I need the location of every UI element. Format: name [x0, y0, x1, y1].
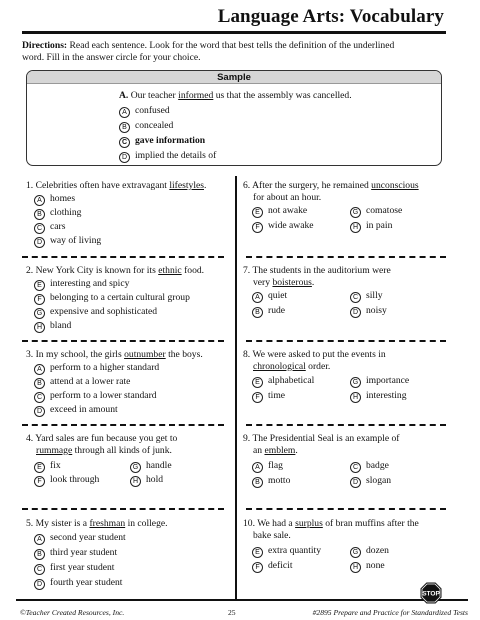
- answer-circle[interactable]: G: [130, 462, 141, 473]
- underlined-word: boisterous: [272, 277, 312, 288]
- answer-circle[interactable]: F: [34, 476, 45, 487]
- option-text: exceed in amount: [50, 404, 118, 415]
- answer-circle[interactable]: F: [34, 294, 45, 305]
- q8-option-g[interactable]: [350, 375, 409, 388]
- sample-text-post: us that the assembly was cancelled.: [215, 90, 352, 101]
- answer-circle[interactable]: C: [350, 462, 361, 473]
- directions-line1: Read each sentence. Look for the word that best tells the definition of the underlined: [69, 40, 395, 51]
- underlined-word: rummage: [36, 445, 73, 456]
- footer-page-number: 25: [228, 608, 236, 617]
- directions-line2: word. Fill in the answer circle for your choice.: [22, 52, 201, 63]
- question-text: food.: [184, 265, 205, 276]
- option-text: bland: [50, 320, 72, 331]
- answer-circle-filled[interactable]: C: [119, 137, 130, 148]
- question-text: an: [253, 445, 263, 456]
- option-text: fourth year student: [50, 577, 123, 588]
- question-5: [26, 518, 168, 530]
- question-number: 5.: [26, 518, 34, 529]
- question-text: through all kinds of junk.: [74, 445, 172, 456]
- option-text: third year student: [50, 547, 118, 558]
- question-number: 8.: [243, 349, 251, 360]
- option-text: way of living: [50, 235, 102, 246]
- sample-number: A.: [119, 90, 129, 101]
- q7-option-d[interactable]: [350, 305, 387, 318]
- answer-circle[interactable]: D: [350, 307, 361, 318]
- answer-circle[interactable]: H: [350, 562, 361, 573]
- answer-circle[interactable]: H: [130, 476, 141, 487]
- sample-question: [119, 90, 352, 101]
- q9-option-d[interactable]: [350, 475, 391, 488]
- sample-box: [26, 70, 442, 166]
- option-text: implied the details of: [135, 150, 217, 161]
- question-number: 4.: [26, 433, 34, 444]
- q6-option-e[interactable]: [252, 205, 307, 218]
- directions-label: Directions:: [22, 40, 68, 51]
- question-text: We were asked to put the events in: [252, 349, 386, 360]
- q9-option-b[interactable]: [252, 475, 290, 488]
- question-text: My sister is a: [35, 518, 88, 529]
- answer-circle[interactable]: A: [252, 292, 263, 303]
- q6-option-g[interactable]: [350, 205, 402, 218]
- question-text: Celebrities often have extravagant: [35, 180, 167, 191]
- question-number: 3.: [26, 349, 34, 360]
- row-divider: [246, 508, 446, 510]
- q2-option-f[interactable]: [34, 292, 190, 305]
- answer-circle[interactable]: H: [34, 322, 45, 333]
- option-text: noisy: [366, 305, 387, 316]
- answer-circle[interactable]: C: [34, 392, 45, 403]
- answer-circle[interactable]: G: [350, 207, 361, 218]
- option-text: rude: [268, 305, 286, 316]
- option-text: quiet: [268, 290, 288, 301]
- underlined-word: chronological: [253, 361, 306, 372]
- footer-book-title: #2895 Prepare and Practice for Standardized Tests: [312, 608, 468, 617]
- q3-option-a[interactable]: [34, 362, 159, 375]
- option-text: second year student: [50, 532, 126, 543]
- underlined-word: emblem: [264, 445, 296, 456]
- option-text: cars: [50, 221, 66, 232]
- underlined-word: freshman: [89, 518, 126, 529]
- row-divider: [246, 340, 446, 342]
- question-text: .: [295, 445, 298, 456]
- question-number: 2.: [26, 265, 34, 276]
- q8-option-h[interactable]: [350, 390, 407, 403]
- option-text: homes: [50, 193, 76, 204]
- answer-circle[interactable]: G: [34, 308, 45, 319]
- question-4: [26, 433, 177, 457]
- answer-circle[interactable]: E: [252, 547, 263, 558]
- option-text: time: [268, 390, 286, 401]
- option-text: silly: [366, 290, 383, 301]
- option-text: deficit: [268, 560, 293, 571]
- footer-publisher: ©Teacher Created Resources, Inc.: [20, 608, 125, 617]
- option-text: clothing: [50, 207, 82, 218]
- question-number: 10.: [243, 518, 255, 529]
- row-divider: [22, 340, 224, 342]
- underlined-word: lifestyles: [169, 180, 204, 191]
- q8-option-f[interactable]: [252, 390, 285, 403]
- question-text: order.: [308, 361, 331, 372]
- answer-circle[interactable]: B: [34, 549, 45, 560]
- q7-option-a[interactable]: [252, 290, 287, 303]
- underlined-word: ethnic: [158, 265, 182, 276]
- row-divider: [22, 256, 224, 258]
- q7-option-c[interactable]: [350, 290, 383, 303]
- option-text: belonging to a certain cultural group: [50, 292, 190, 303]
- question-text: in college.: [127, 518, 168, 529]
- answer-circle[interactable]: C: [34, 223, 45, 234]
- question-7: [243, 265, 391, 289]
- question-number: 9.: [243, 433, 251, 444]
- q5-option-b[interactable]: [34, 547, 117, 560]
- answer-circle[interactable]: B: [252, 307, 263, 318]
- question-text: After the surgery, he remained: [252, 180, 369, 191]
- option-text: gave information: [135, 135, 206, 146]
- row-divider: [246, 424, 446, 426]
- q9-option-c[interactable]: [350, 460, 389, 473]
- sample-option-c[interactable]: [119, 135, 205, 148]
- question-text: We had a: [257, 518, 293, 529]
- question-10: [243, 518, 419, 542]
- underlined-word: outnumber: [124, 349, 166, 360]
- option-text: expensive and sophisticated: [50, 306, 158, 317]
- q10-option-h[interactable]: [350, 560, 385, 573]
- q10-option-f[interactable]: [252, 560, 293, 573]
- stop-sign-icon: [420, 582, 442, 604]
- page-title: Language Arts: Vocabulary: [217, 6, 444, 27]
- option-text: perform to a lower standard: [50, 390, 157, 401]
- option-text: none: [366, 560, 385, 571]
- bottom-rule: [16, 599, 468, 601]
- option-text: importance: [366, 375, 410, 386]
- option-text: first year student: [50, 562, 115, 573]
- q1-option-b[interactable]: [34, 207, 81, 220]
- answer-circle[interactable]: D: [34, 579, 45, 590]
- question-8: [243, 349, 386, 373]
- answer-circle[interactable]: B: [34, 209, 45, 220]
- answer-circle[interactable]: G: [350, 377, 361, 388]
- option-text: flag: [268, 460, 283, 471]
- question-3: [26, 349, 203, 361]
- option-text: motto: [268, 475, 291, 486]
- question-text: very: [253, 277, 271, 288]
- row-divider: [22, 508, 224, 510]
- question-text: the boys.: [168, 349, 203, 360]
- question-text: The Presidential Seal is an example of: [252, 433, 400, 444]
- answer-circle[interactable]: A: [119, 107, 130, 118]
- answer-circle[interactable]: D: [350, 477, 361, 488]
- question-number: 7.: [243, 265, 251, 276]
- q2-option-h[interactable]: [34, 320, 71, 333]
- q9-option-a[interactable]: [252, 460, 283, 473]
- q2-option-e[interactable]: [34, 278, 129, 291]
- answer-circle[interactable]: A: [34, 534, 45, 545]
- q8-option-e[interactable]: [252, 375, 314, 388]
- answer-circle[interactable]: D: [34, 237, 45, 248]
- sample-option-b[interactable]: [119, 120, 173, 133]
- answer-circle[interactable]: A: [34, 364, 45, 375]
- q6-option-f[interactable]: [252, 220, 314, 233]
- question-text: bake sale.: [253, 530, 291, 541]
- answer-circle[interactable]: A: [252, 462, 263, 473]
- question-text: .: [311, 277, 315, 288]
- answer-circle[interactable]: B: [119, 122, 130, 133]
- sample-option-a[interactable]: [119, 105, 170, 118]
- q1-option-c[interactable]: [34, 221, 65, 234]
- q4-option-h[interactable]: [130, 474, 163, 487]
- question-text: Yard sales are fun because you get to: [35, 433, 178, 444]
- question-text: for about an hour.: [253, 192, 322, 203]
- q3-option-b[interactable]: [34, 376, 130, 389]
- q10-option-g[interactable]: [350, 545, 389, 558]
- question-text: .: [203, 180, 207, 191]
- sample-text-pre: Our teacher: [130, 90, 176, 101]
- option-text: slogan: [366, 475, 392, 486]
- sample-heading: Sample: [27, 71, 441, 84]
- q2-option-g[interactable]: [34, 306, 157, 319]
- q4-option-g[interactable]: [130, 460, 172, 473]
- q4-option-f[interactable]: [34, 474, 99, 487]
- question-6: [243, 180, 419, 204]
- answer-circle[interactable]: E: [34, 462, 45, 473]
- answer-circle[interactable]: F: [252, 392, 263, 403]
- q10-option-e[interactable]: [252, 545, 321, 558]
- q5-option-c[interactable]: [34, 562, 114, 575]
- option-text: confused: [135, 105, 170, 116]
- option-text: fix: [50, 460, 61, 471]
- option-text: comatose: [366, 205, 403, 216]
- option-text: interesting and spicy: [50, 278, 130, 289]
- row-divider: [246, 256, 446, 258]
- q4-option-e[interactable]: [34, 460, 61, 473]
- question-number: 1.: [26, 180, 34, 191]
- option-text: badge: [366, 460, 389, 471]
- stop-sign-text: STOP: [422, 590, 440, 598]
- question-number: 6.: [243, 180, 251, 191]
- q3-option-c[interactable]: [34, 390, 157, 403]
- answer-circle[interactable]: C: [350, 292, 361, 303]
- answer-circle[interactable]: F: [252, 222, 263, 233]
- q1-option-a[interactable]: [34, 193, 75, 206]
- row-divider: [22, 424, 224, 426]
- answer-circle[interactable]: B: [34, 378, 45, 389]
- option-text: in pain: [366, 220, 393, 231]
- question-text: of bran muffins after the: [325, 518, 419, 529]
- answer-circle[interactable]: E: [252, 377, 263, 388]
- q5-option-d[interactable]: [34, 577, 122, 590]
- question-text: New York City is known for its: [35, 265, 156, 276]
- question-text: The students in the auditorium were: [252, 265, 391, 276]
- directions: [22, 40, 442, 64]
- q7-option-b[interactable]: [252, 305, 285, 318]
- question-text: In my school, the girls: [35, 349, 122, 360]
- answer-circle[interactable]: D: [34, 406, 45, 417]
- question-9: [243, 433, 400, 457]
- option-text: hold: [146, 474, 164, 485]
- underlined-word: unconscious: [371, 180, 419, 191]
- option-text: interesting: [366, 390, 407, 401]
- answer-circle[interactable]: H: [350, 392, 361, 403]
- question-1: [26, 180, 206, 192]
- option-text: dozen: [366, 545, 389, 556]
- q1-option-d[interactable]: [34, 235, 101, 248]
- answer-circle[interactable]: F: [252, 562, 263, 573]
- q6-option-h[interactable]: [350, 220, 392, 233]
- sample-option-d[interactable]: [119, 150, 216, 163]
- column-divider: [235, 176, 237, 599]
- underlined-word: surplus: [295, 518, 323, 529]
- sample-underlined-word: informed: [178, 90, 214, 101]
- title-rule: [22, 31, 446, 34]
- answer-circle[interactable]: C: [34, 564, 45, 575]
- answer-circle[interactable]: E: [252, 207, 263, 218]
- answer-circle[interactable]: E: [34, 280, 45, 291]
- q3-option-d[interactable]: [34, 404, 118, 417]
- answer-circle[interactable]: A: [34, 195, 45, 206]
- option-text: wide awake: [268, 220, 314, 231]
- option-text: alphabetical: [268, 375, 315, 386]
- answer-circle[interactable]: D: [119, 152, 130, 163]
- option-text: perform to a higher standard: [50, 362, 160, 373]
- answer-circle[interactable]: G: [350, 547, 361, 558]
- option-text: look through: [50, 474, 100, 485]
- option-text: not awake: [268, 205, 308, 216]
- q5-option-a[interactable]: [34, 532, 126, 545]
- option-text: concealed: [135, 120, 174, 131]
- option-text: extra quantity: [268, 545, 322, 556]
- option-text: handle: [146, 460, 172, 471]
- option-text: attend at a lower rate: [50, 376, 131, 387]
- answer-circle[interactable]: B: [252, 477, 263, 488]
- answer-circle[interactable]: H: [350, 222, 361, 233]
- question-2: [26, 265, 204, 277]
